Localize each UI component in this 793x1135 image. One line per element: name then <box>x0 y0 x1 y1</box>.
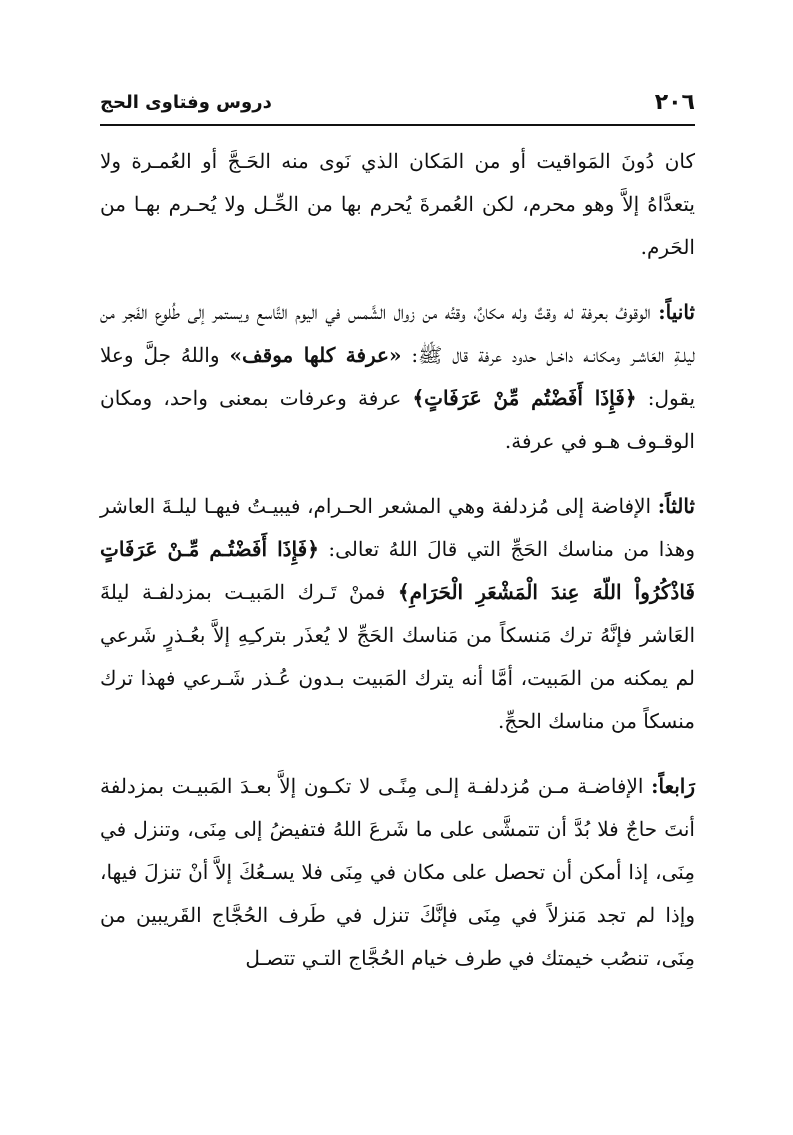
quran-verse-2: ﴿فَإِذَا أَفَضْتُـم مِّـنْ عَرَفَاتٍ فَاذْكُرُواْ اللّهَ عِندَ الْمَشْعَرِ الْحَرَامِ﴾ <box>100 537 695 604</box>
paragraph-4-text-a: الإفاضـة مـن مُزدلفـة إلـى مِنًـى لا تكـون إلاَّ بعـدَ المَبيـت بمزدلفة أنتَ حاجٌ فلا بُدَّ أن تتمشَّى على ما شَرعَ اللهُ فتفيضُ إلى مِنَى، وتنزل في مِنَى، إذا أمكن أن تحصل على مكان في مِنَى فلا يسـعُكَ إلاَّ أنْ تنزلَ فيها، وإذا لم تجد مَنزلاً في مِنَى فإنَّكَ تنزل في طَرف الحُجَّاج القَريبين من مِنَى، تنصُب خيمتك في طرف خيام الحُجَّاج التـي تتصـل <box>100 774 695 970</box>
paragraph-3-lead: ثالثاً: <box>657 494 695 518</box>
page-header <box>100 88 695 126</box>
hadith-quote: «عرفة كلها موقف» <box>229 343 402 367</box>
paragraph-4 <box>100 765 695 980</box>
paragraph-1-text: كان دُونَ المَواقيت أو من المَكان الذي نَوى منه الحَـجَّ أو العُمـرة ولا يتعدَّاهُ إلاَّ وهو محرم، لكن العُمرةَ يُحرم بها من الحِّـل ولا يُحـرم بهـا من الحَرم. <box>100 149 695 259</box>
body-text <box>100 140 695 1002</box>
paragraph-2-lead: ثانياً: <box>658 300 695 324</box>
paragraph-2-text-a: الوقوفُ بعرفة له وقتٌ وله مكانٌ، وقتُه من زوال الشَّمس في اليوم التَّاسع ويستمر إلى طُلوع الفَجر من ليلـةِ العَاشـر ومكانـه داخـل حدود عرفة قال ﷺ: <box>100 300 695 367</box>
quran-verse-1: ﴿فَإِذَا أَفَضْتُم مِّنْ عَرَفَاتٍ﴾ <box>412 386 637 410</box>
paragraph-3-text-b: فمنْ تَـرك المَبيـت بمزدلفـة ليلةَ العَاشر فإنَّهُ ترك مَنسكاً من مَناسك الحَجِّ لا يُعذَر بتركـِهِ إلاَّ بعُـذرٍ شَرعي لم يمكنه من المَبيت، أمَّا أنه يترك المَبيت بـدون عُـذر شَـرعي فهذا ترك منسكاً من مناسك الحجِّ. <box>100 580 695 733</box>
page-number: ٢٠٦ <box>654 90 695 115</box>
paragraph-2 <box>100 291 695 463</box>
paragraph-3 <box>100 485 695 743</box>
paragraph-2-text-c: عرفة وعرفات بمعنى واحد، ومكان الوقـوف هـو في عرفة. <box>100 386 695 453</box>
paragraph-3-text-a: الإفاضة إلى مُزدلفة وهي المشعر الحـرام، فيبيـتُ فيهـا ليلـةَ العاشر وهذا من مناسك الحَجِّ التي قالَ اللهُ تعالى: <box>100 494 695 561</box>
running-title: دروس وفتاوى الحج <box>100 92 272 113</box>
paragraph-1 <box>100 140 695 269</box>
paragraph-2-text-b: واللهُ جلَّ وعلا يقول: <box>100 343 696 410</box>
paragraph-4-lead: رَابعاً: <box>651 774 695 798</box>
